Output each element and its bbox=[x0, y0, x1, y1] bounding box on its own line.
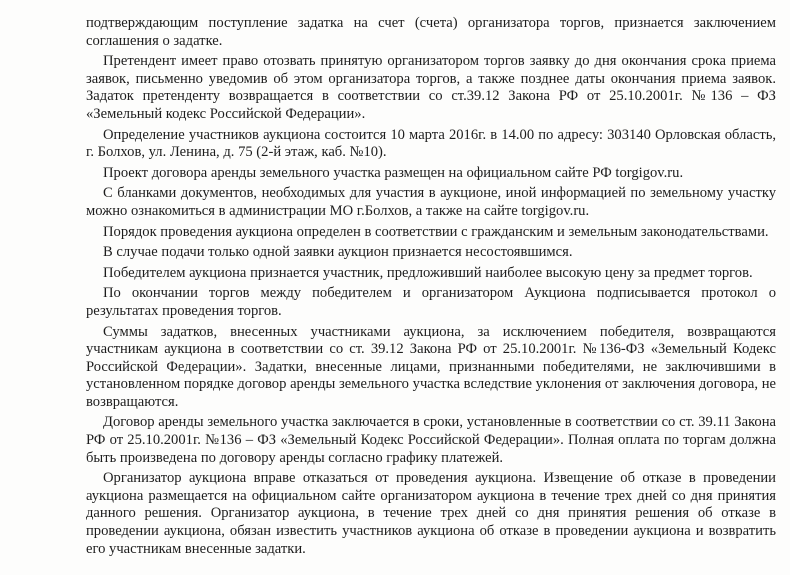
paragraph-withdrawal: Претендент имеет право отозвать принятую организатором торгов заявку до дня окончания срока приема заявок, письменно уведомив об этом организатора торгов, а также позднее даты окончания приема заявок. Задаток претенденту возвращается в соответствии со ст.39.12 Закона РФ от 25.10.2001г. №136 – ФЗ «Земельный кодекс Российской Федерации». bbox=[86, 53, 776, 122]
paragraph-cancellation: Организатор аукциона вправе отказаться от проведения аукциона. Извещение об отказе в проведении аукциона размещается на официальном сайте организатором аукциона в течение трех дней со дня принятия данного решения. Организатор аукциона, в течение трех дней со дня принятия решения об отказе в проведении аукциона, обязан известить участников аукциона об отказе в проведении аукциона и возвратить его участникам внесенные задатки. bbox=[86, 470, 776, 557]
paragraph-procedure: Порядок проведения аукциона определен в соответствии с гражданским и земельным законодательствами. bbox=[103, 223, 769, 240]
paragraph-lease-draft: Проект договора аренды земельного участка размещен на официальном сайте РФ torgigov.ru. bbox=[103, 164, 684, 181]
paragraph-participants-date: Определение участников аукциона состоится 10 марта 2016г. в 14.00 по адресу: 303140 Орловская область, г. Болхов, ул. Ленина, д. 75 (2-й этаж, каб. №10). bbox=[86, 126, 776, 161]
paragraph-protocol: По окончании торгов между победителем и организатором Аукциона подписывается протокол о результатах проведения торгов. bbox=[86, 285, 776, 319]
paragraph-lease-terms: Договор аренды земельного участка заключается в сроки, установленные в соответствии со ст. 39.11 Закона РФ от 25.10.2001г. №136 – ФЗ «Земельный Кодекс Российской Федерации». Полная оплата по торгам должна быть произведена по договору аренды согласно графику платежей. bbox=[86, 414, 776, 466]
paragraph-winner: Победителем аукциона признается участник, предложивший наиболее высокую цену за предмет торгов. bbox=[103, 264, 753, 281]
paragraph-single-bid: В случае подачи только одной заявки аукцион признается несостоявшимся. bbox=[103, 244, 573, 261]
paragraph-deposit-agreement: подтверждающим поступление задатка на счет (счета) организатора торгов, признается заключением соглашения о задатке. bbox=[86, 15, 776, 49]
document-body bbox=[86, 15, 776, 561]
paragraph-document-forms: С бланками документов, необходимых для участия в аукционе, иной информацией по земельному участку можно ознакомиться в администрации МО г.Болхов, а также на сайте torgigov.ru. bbox=[86, 185, 776, 219]
paragraph-deposit-return: Суммы задатков, внесенных участниками аукциона, за исключением победителя, возвращаются участникам аукциона в соответствии со ст. 39.12 Закона РФ от 25.10.2001г. №136-ФЗ «Земельный Кодекс Российской Федерации». Задатки, внесенные лицами, признанными победителями, не заключившими в установленном порядке договор аренды земельного участка вследствие уклонения от заключения договора, не возвращаются. bbox=[86, 323, 776, 410]
